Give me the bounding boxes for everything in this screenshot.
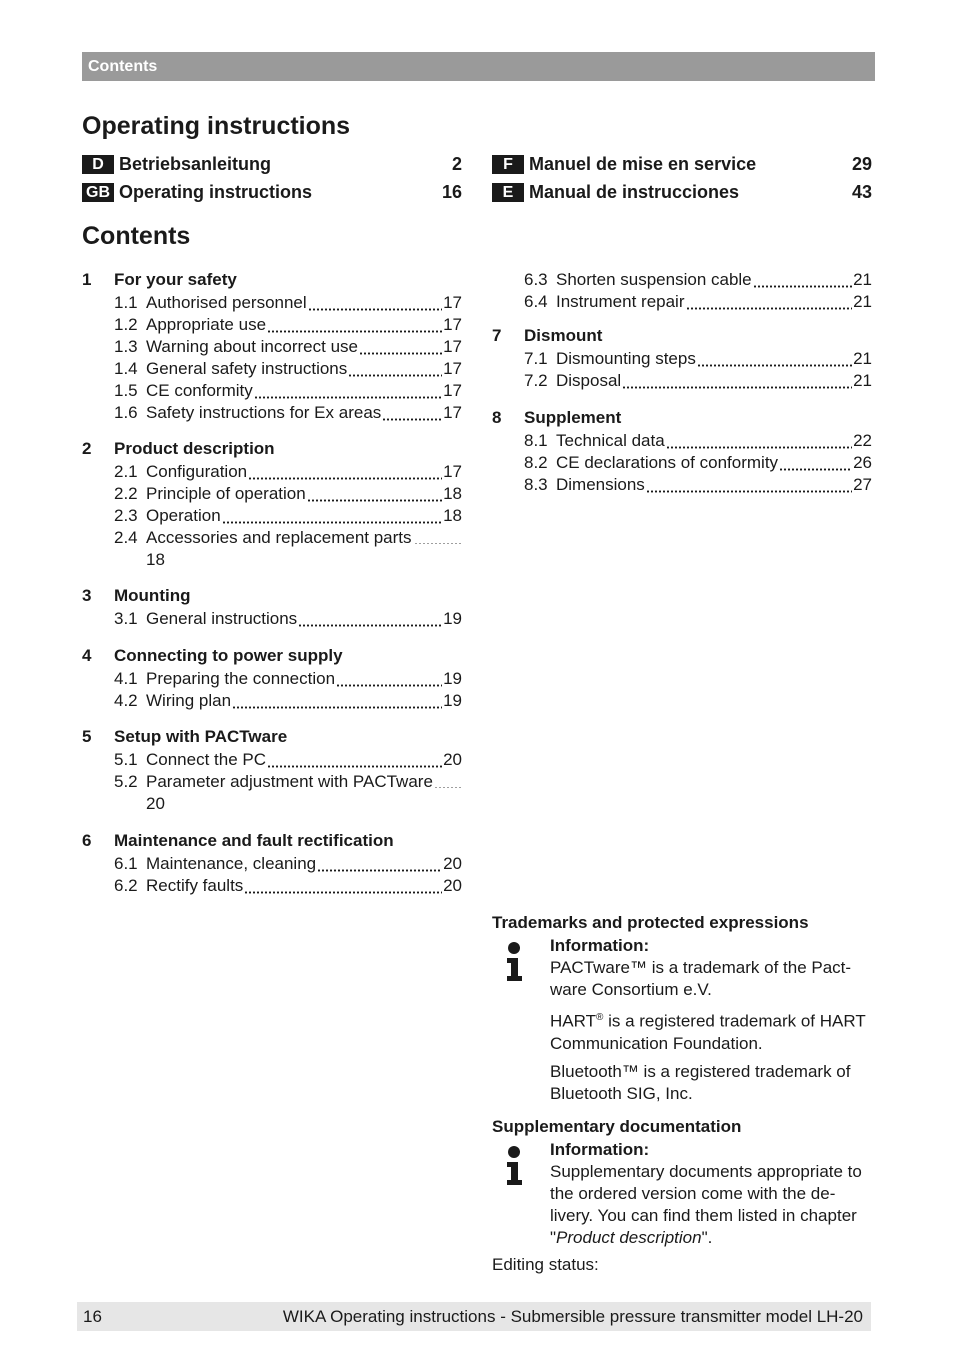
dot-leader	[753, 285, 852, 291]
toc-item-number: 2.3	[114, 506, 138, 525]
supplementary-text	[550, 1161, 872, 1249]
toc-item-page: 19	[443, 691, 462, 710]
language-row-f	[492, 150, 872, 178]
toc-item-title: Technical data	[556, 431, 665, 450]
toc-item-title: Disposal	[556, 371, 622, 390]
dot-leader	[382, 418, 442, 424]
language-row-e	[492, 178, 872, 206]
toc-item-page: 18	[443, 506, 462, 525]
language-badge: D	[82, 155, 114, 174]
toc-item-title: Instrument repair	[556, 292, 685, 311]
toc-item-title: Operation	[146, 506, 221, 525]
toc-item-title: Principle of operation	[146, 484, 306, 503]
dot-leader	[779, 468, 852, 474]
supplementary-text-part: ".	[701, 1228, 713, 1247]
toc-section-title: Setup with PACTware	[114, 727, 288, 746]
information-label: Information:	[550, 936, 650, 955]
toc-item-page: 19	[443, 669, 462, 688]
toc-item-number: 3.1	[114, 609, 138, 628]
toc-section-heading[interactable]	[82, 725, 462, 749]
toc-item-number: 4.2	[114, 691, 138, 710]
toc-item-page: 20	[146, 794, 165, 813]
toc-section-heading[interactable]	[82, 584, 462, 608]
toc-item-title: Appropriate use	[146, 315, 267, 334]
toc-section-1	[82, 268, 462, 424]
toc-item-number: 6.3	[524, 270, 548, 289]
toc-item-number: 8.3	[524, 475, 548, 494]
toc-item-number: 1.5	[114, 381, 138, 400]
dot-leader	[307, 499, 442, 505]
toc-section-heading[interactable]	[82, 268, 462, 292]
toc-section-heading[interactable]	[492, 406, 872, 430]
toc-item[interactable]	[82, 483, 462, 505]
information-icon	[504, 1146, 526, 1191]
toc-section-number: 7	[492, 326, 502, 345]
toc-item-title: Safety instructions for Ex areas	[146, 403, 382, 422]
toc-item[interactable]	[492, 430, 872, 452]
operating-instructions-title: Operating instructions	[82, 112, 351, 140]
dot-leader	[222, 521, 442, 527]
toc-item[interactable]	[82, 505, 462, 527]
toc-item-title: Configuration	[146, 462, 248, 481]
toc-item-title: Preparing the connection	[146, 669, 336, 688]
toc-item-title: Dimensions	[556, 475, 645, 494]
dot-leader	[232, 706, 442, 712]
toc-item-page: 17	[443, 293, 462, 312]
toc-item[interactable]	[82, 875, 462, 897]
toc-item-title: Maintenance, cleaning	[146, 854, 317, 873]
dot-leader	[666, 446, 852, 452]
dot-leader	[434, 787, 462, 788]
toc-item-number: 6.2	[114, 876, 138, 895]
toc-section-7	[492, 324, 872, 392]
dot-leader	[244, 891, 442, 897]
supplementary-title: Supplementary documentation	[492, 1117, 742, 1136]
toc-item-title: Shorten suspension cable	[556, 270, 752, 289]
toc-item-title: CE declarations of conformity	[556, 453, 779, 472]
dot-leader	[622, 386, 852, 392]
toc-section-title: Maintenance and fault rectification	[114, 831, 394, 850]
dot-leader	[348, 374, 442, 380]
toc-item-number: 8.1	[524, 431, 548, 450]
toc-item[interactable]	[82, 668, 462, 690]
language-name: Betriebsanleitung	[119, 153, 272, 174]
toc-item-number: 4.1	[114, 669, 138, 688]
toc-item[interactable]	[82, 292, 462, 314]
toc-item[interactable]	[492, 370, 872, 392]
contents-title: Contents	[82, 222, 191, 250]
toc-item-number: 5.1	[114, 750, 138, 769]
toc-item-number: 6.4	[524, 292, 548, 311]
toc-item[interactable]	[82, 358, 462, 380]
language-name: Manual de instrucciones	[529, 181, 740, 202]
language-name: Operating instructions	[119, 181, 313, 202]
dot-leader	[248, 477, 442, 483]
language-badge: GB	[82, 183, 114, 202]
toc-item-title: CE conformity	[146, 381, 253, 400]
toc-item[interactable]	[82, 608, 462, 630]
toc-item[interactable]	[82, 314, 462, 336]
toc-section-title: Product description	[114, 439, 275, 458]
toc-item-number: 2.1	[114, 462, 138, 481]
toc-section-title: Mounting	[114, 586, 191, 605]
toc-section-6-continued	[492, 269, 872, 313]
toc-item-page: 26	[853, 453, 872, 472]
dot-leader	[254, 396, 442, 402]
dot-leader	[267, 330, 442, 336]
language-badge: E	[492, 183, 524, 202]
toc-item-number: 1.3	[114, 337, 138, 356]
toc-item[interactable]	[492, 452, 872, 474]
toc-item-number: 1.2	[114, 315, 138, 334]
toc-item[interactable]	[82, 690, 462, 712]
document-title: WIKA Operating instructions - Submersible pressure transmitter model LH-20	[282, 1307, 863, 1326]
toc-item[interactable]	[82, 771, 462, 815]
information-icon	[504, 942, 526, 987]
toc-item-title: Dismounting steps	[556, 349, 696, 368]
toc-item-number: 1.6	[114, 403, 138, 422]
toc-item-title: General instructions	[146, 609, 298, 628]
trademark-hart-name: HART	[550, 1011, 596, 1031]
page-footer	[77, 1302, 871, 1331]
toc-section-8	[492, 406, 872, 496]
toc-item-page: 21	[853, 270, 872, 289]
toc-section-number: 5	[82, 727, 92, 746]
language-page: 29	[851, 153, 872, 174]
toc-item-title: Accessories and replacement parts	[146, 528, 412, 547]
trademarks-title: Trademarks and protected expressions	[492, 913, 809, 932]
toc-item-title: Parameter adjustment with PACTware	[146, 772, 433, 791]
toc-item[interactable]	[492, 291, 872, 313]
toc-item-page: 27	[853, 475, 872, 494]
toc-section-title: Supplement	[524, 408, 622, 427]
dot-leader	[298, 624, 442, 630]
language-name: Manuel de mise en service	[529, 153, 757, 174]
toc-item-page: 18	[146, 550, 165, 569]
trademark-bluetooth: Bluetooth™ is a registered trademark of Bluetooth SIG, Inc.	[550, 1061, 851, 1103]
toc-item-page: 17	[443, 462, 462, 481]
language-page: 2	[451, 153, 462, 174]
language-list-left	[82, 150, 462, 206]
toc-item-page: 17	[443, 315, 462, 334]
toc-item[interactable]	[82, 749, 462, 771]
toc-item-page: 22	[853, 431, 872, 450]
toc-item-number: 7.1	[524, 349, 548, 368]
information-label: Information:	[550, 1140, 650, 1159]
toc-section-6	[82, 829, 462, 897]
toc-item[interactable]	[82, 461, 462, 483]
section-header-bar: Contents	[82, 52, 875, 81]
toc-section-5	[82, 725, 462, 815]
toc-item-page: 20	[443, 750, 462, 769]
toc-item-page: 21	[853, 292, 872, 311]
toc-item[interactable]	[82, 336, 462, 358]
supplementary-text-part: Supplementary documents appropriate to the ordered version come with the de-livery. You can find them listed in chapter "	[550, 1162, 862, 1247]
toc-item-title: Rectify faults	[146, 876, 244, 895]
dot-leader	[697, 364, 852, 370]
toc-item-number: 2.2	[114, 484, 138, 503]
toc-item[interactable]	[492, 269, 872, 291]
toc-item[interactable]	[492, 348, 872, 370]
supplementary-info	[550, 1139, 872, 1249]
toc-section-number: 8	[492, 408, 502, 427]
toc-item-number: 1.1	[114, 293, 138, 312]
toc-section-title: Connecting to power supply	[114, 646, 343, 665]
toc-item-page: 19	[443, 609, 462, 628]
toc-item[interactable]	[82, 527, 462, 571]
toc-section-3	[82, 584, 462, 630]
toc-item[interactable]	[82, 853, 462, 875]
toc-item[interactable]	[82, 402, 462, 424]
toc-item-page: 17	[443, 359, 462, 378]
dot-leader	[359, 352, 442, 358]
toc-item-page: 20	[443, 854, 462, 873]
toc-item-title: Authorised personnel	[146, 293, 307, 312]
toc-item-page: 17	[443, 403, 462, 422]
chapter-reference: Product description	[556, 1228, 702, 1247]
trademarks-info	[550, 935, 872, 1105]
language-list-right	[492, 150, 872, 206]
toc-item-title: Warning about incorrect use	[146, 337, 358, 356]
toc-section-number: 4	[82, 646, 92, 665]
toc-section-heading[interactable]	[82, 829, 462, 853]
dot-leader	[414, 543, 462, 544]
dot-leader	[317, 869, 442, 875]
toc-section-number: 3	[82, 586, 92, 605]
toc-section-heading[interactable]	[492, 324, 872, 348]
dot-leader	[646, 490, 852, 496]
dot-leader	[336, 684, 442, 690]
toc-item-page: 17	[443, 337, 462, 356]
toc-item-number: 6.1	[114, 854, 138, 873]
toc-item-title: General safety instructions	[146, 359, 348, 378]
toc-item-number: 2.4	[114, 528, 138, 547]
language-row-d	[82, 150, 462, 178]
toc-item-title: Wiring plan	[146, 691, 232, 710]
toc-item[interactable]	[82, 380, 462, 402]
dot-leader	[267, 765, 442, 771]
dot-leader	[308, 308, 442, 314]
dot-leader	[686, 307, 853, 313]
toc-item-number: 1.4	[114, 359, 138, 378]
toc-section-4	[82, 644, 462, 712]
toc-item[interactable]	[492, 474, 872, 496]
toc-item-number: 7.2	[524, 371, 548, 390]
toc-section-number: 2	[82, 439, 92, 458]
language-page: 43	[851, 181, 872, 202]
toc-item-page: 21	[853, 349, 872, 368]
registered-mark: ®	[595, 1012, 604, 1023]
toc-item-number: 8.2	[524, 453, 548, 472]
language-row-gb	[82, 178, 462, 206]
toc-item-page: 18	[443, 484, 462, 503]
toc-section-title: Dismount	[524, 326, 603, 345]
toc-section-heading[interactable]	[82, 437, 462, 461]
toc-section-2	[82, 437, 462, 571]
language-page: 16	[441, 181, 462, 202]
trademark-hart	[550, 1007, 872, 1055]
toc-section-heading[interactable]	[82, 644, 462, 668]
toc-item-number: 5.2	[114, 772, 138, 791]
language-badge: F	[492, 155, 524, 174]
toc-item-page: 20	[443, 876, 462, 895]
toc-item-page: 21	[853, 371, 872, 390]
toc-section-number: 1	[82, 270, 92, 289]
toc-item-title: Connect the PC	[146, 750, 267, 769]
page-number: 16	[83, 1307, 102, 1326]
trademark-pactware: PACTware™ is a trademark of the Pact-ware Consortium e.V.	[550, 958, 852, 999]
toc-item-page: 17	[443, 381, 462, 400]
toc-section-number: 6	[82, 831, 92, 850]
toc-section-title: For your safety	[114, 270, 237, 289]
editing-status: Editing status:	[492, 1255, 599, 1274]
trademark-hart-text: is a registered trademark of HART Communication Foundation.	[550, 1011, 866, 1053]
